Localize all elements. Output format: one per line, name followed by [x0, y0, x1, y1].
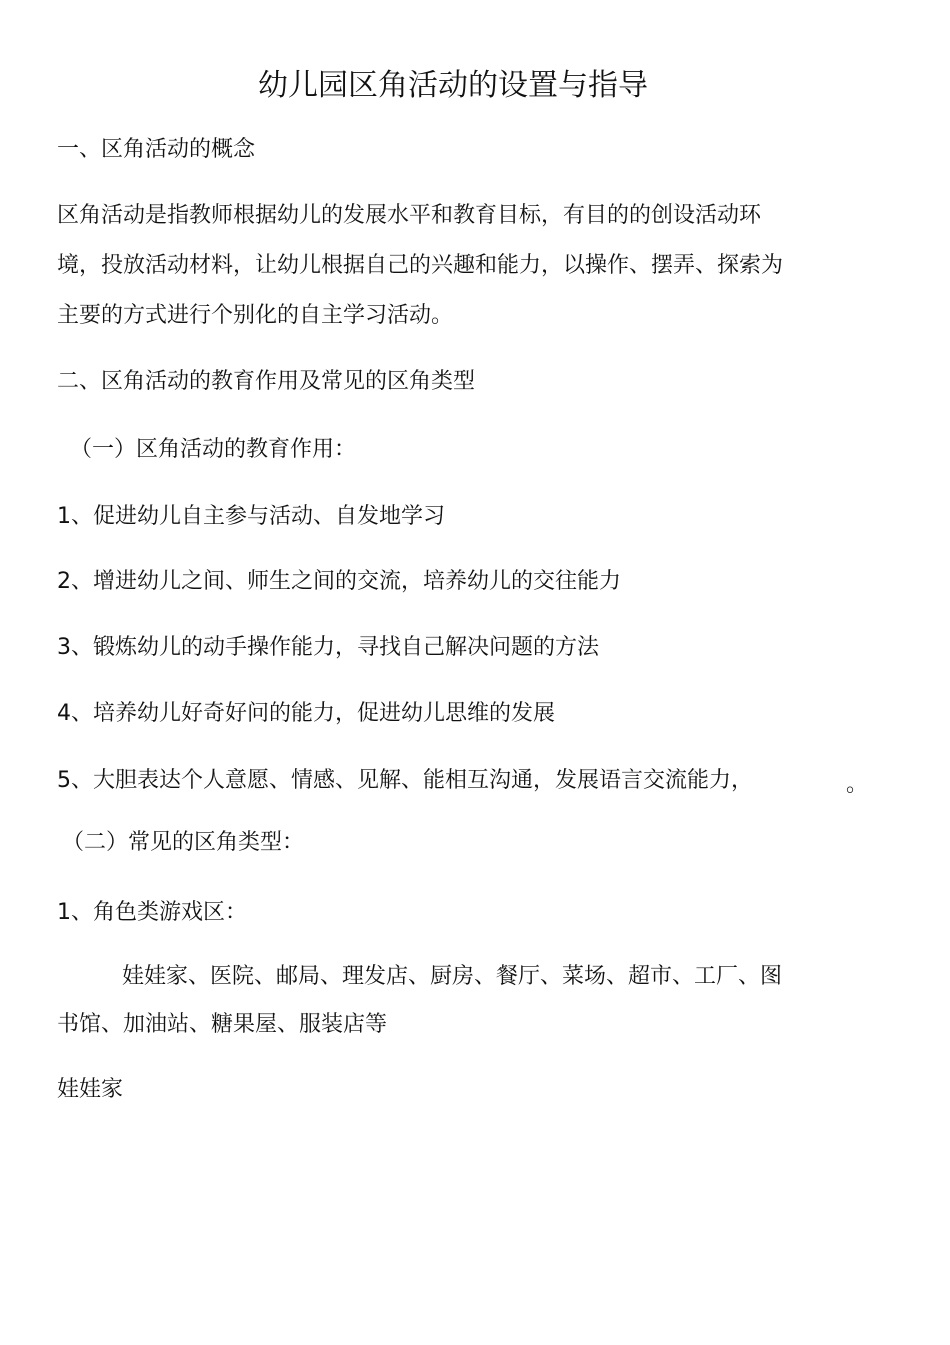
type1-list-line-2: 书馆、加油站、糖果屋、服装店等	[57, 1012, 388, 1037]
type1-list-line-1: 娃娃家、医院、邮局、理发店、厨房、餐厅、菜场、超市、工厂、图	[122, 964, 783, 989]
role-item-5-trailing-mark: 。	[846, 772, 869, 797]
section1-para-line-3: 主要的方式进行个别化的自主学习活动。	[57, 303, 454, 328]
role-item-4: 4、培养幼儿好奇好问的能力，促进幼儿思维的发展	[57, 701, 555, 726]
role-item-1: 1、促进幼儿自主参与活动、自发地学习	[57, 504, 445, 529]
type1-heading: 1、角色类游戏区：	[57, 900, 247, 925]
last-item: 娃娃家	[57, 1077, 124, 1102]
sub2-heading: （二）常见的区角类型：	[62, 830, 305, 855]
role-item-5: 5、大胆表达个人意愿、情感、见解、能相互沟通，发展语言交流能力，	[57, 768, 753, 793]
role-item-3: 3、锻炼幼儿的动手操作能力，寻找自己解决问题的方法	[57, 635, 599, 660]
section1-para-line-1: 区角活动是指教师根据幼儿的发展水平和教育目标，有目的的创设活动环	[57, 203, 762, 228]
section1-heading: 一、区角活动的概念	[57, 137, 256, 162]
role-item-2: 2、增进幼儿之间、师生之间的交流，培养幼儿的交往能力	[57, 569, 621, 594]
section1-para-line-2: 境，投放活动材料，让幼儿根据自己的兴趣和能力，以操作、摆弄、探索为	[57, 253, 784, 278]
page-title: 幼儿园区角活动的设置与指导	[258, 68, 648, 103]
sub1-heading: （一）区角活动的教育作用：	[70, 437, 357, 462]
section2-heading: 二、区角活动的教育作用及常见的区角类型	[57, 369, 476, 394]
